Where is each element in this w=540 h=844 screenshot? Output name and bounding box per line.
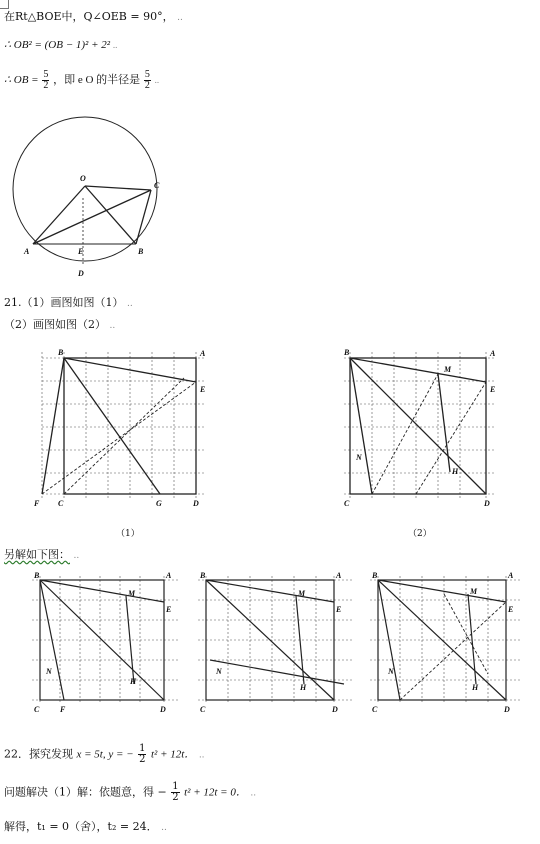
q21-line <box>4 296 133 311</box>
alt-figure-1 <box>30 571 180 714</box>
label-N: N <box>356 453 362 462</box>
label-E: E <box>490 385 496 394</box>
para-mark: .. <box>161 823 167 833</box>
para-mark: .. <box>177 13 183 23</box>
solution-line-3 <box>4 70 159 91</box>
label-A: A <box>336 571 342 580</box>
label-F: F <box>34 499 40 508</box>
label-H: H <box>130 677 137 686</box>
q22-text-d: 问题解决（1）解：依题意，得 − <box>4 785 167 799</box>
para-mark: .. <box>109 321 116 331</box>
label-B: B <box>200 571 206 580</box>
label-C: C <box>154 181 160 190</box>
frac-num: 5 <box>43 69 49 80</box>
label-C: C <box>344 499 350 508</box>
label-H: H <box>452 467 459 476</box>
label-D: D <box>160 705 166 714</box>
para-mark: .. <box>112 40 118 50</box>
para-mark: .. <box>127 299 133 309</box>
label-E: E <box>200 385 206 394</box>
frac-den: 2 <box>139 754 146 765</box>
q22-solution-line <box>4 782 256 803</box>
label-A: A <box>490 349 496 358</box>
line3-text-b: ，即 e O 的半径是 <box>53 74 141 87</box>
label-B: B <box>344 348 350 357</box>
frac-den: 2 <box>144 80 150 91</box>
q22-text-f: 解得，t₁ = 0（舍），t₂ = 24． <box>4 820 158 833</box>
label-G: G <box>156 499 162 508</box>
line2-text: ∴ OB² = (OB − 1)² + 2² <box>4 39 111 51</box>
label-C: C <box>372 705 378 714</box>
q22-text-b: x = 5t, y = − <box>76 748 134 761</box>
alt-text: 另解如下图： <box>4 548 70 561</box>
label-C: C <box>200 705 206 714</box>
label-H: H <box>472 683 479 692</box>
fraction-1-2-b <box>171 782 179 803</box>
solution-line-2 <box>4 38 117 52</box>
frac-den: 2 <box>172 792 179 803</box>
circle-figure <box>0 118 180 278</box>
label-M: M <box>128 589 136 598</box>
label-B: B <box>372 571 378 580</box>
label-N: N <box>388 667 394 676</box>
page-corner-mark <box>0 0 9 9</box>
q21-text: 21.（1）画图如图（1） <box>4 296 124 309</box>
label-D: D <box>504 705 510 714</box>
para-mark: .. <box>198 750 205 761</box>
label-B: B <box>34 571 40 580</box>
q21b-text: （2）画图如图（2） <box>4 318 106 331</box>
label-O: O <box>80 174 86 183</box>
grid-figure-2 <box>340 348 520 508</box>
fraction-5-2 <box>42 70 49 91</box>
label-H: H <box>300 683 307 692</box>
alt-figure-2 <box>196 571 356 714</box>
label-D: D <box>193 499 199 508</box>
alt-figure-3 <box>368 571 528 714</box>
fraction-5-2-b <box>144 70 151 91</box>
q22-result-line <box>4 820 167 835</box>
label-N: N <box>46 667 52 676</box>
label-C: C <box>34 705 40 714</box>
label-D: D <box>484 499 490 508</box>
line3-text-a: ∴ OB = <box>4 74 39 87</box>
fraction-1-2 <box>138 744 146 765</box>
label-M: M <box>470 587 478 596</box>
label-A: A <box>24 247 30 256</box>
caption-2: （2） <box>408 529 432 539</box>
q22-text-c: t² + 12t． <box>150 748 196 761</box>
label-F: F <box>60 705 66 714</box>
q22-text-e: t² + 12t = 0． <box>184 786 247 799</box>
label-A: A <box>200 349 206 358</box>
label-M: M <box>298 589 306 598</box>
para-mark: .. <box>73 551 80 561</box>
line1-text: 在Rt△BOE中，Q∠OEB = 90°， <box>4 10 174 23</box>
label-A: A <box>166 571 172 580</box>
label-E: E <box>336 605 342 614</box>
grid-figure-1 <box>36 348 216 508</box>
label-D: D <box>78 269 84 278</box>
frac-den: 2 <box>43 80 49 91</box>
label-E: E <box>78 247 84 256</box>
label-B: B <box>138 247 144 256</box>
caption-1: （1） <box>116 529 140 539</box>
label-E: E <box>166 605 172 614</box>
frac-num: 1 <box>139 743 146 754</box>
para-mark: .. <box>154 75 160 86</box>
label-D: D <box>332 705 338 714</box>
solution-line-1 <box>4 10 183 25</box>
q22-text-a: 22．探究发现 <box>4 747 73 761</box>
label-N: N <box>216 667 222 676</box>
frac-num: 1 <box>172 781 179 792</box>
para-mark: .. <box>250 788 257 799</box>
label-A: A <box>508 571 514 580</box>
label-M: M <box>444 365 452 374</box>
alt-solution-line <box>4 548 79 563</box>
q21b-line <box>4 318 115 333</box>
frac-num: 5 <box>144 69 150 80</box>
label-B: B <box>58 348 64 357</box>
label-C: C <box>58 499 64 508</box>
label-E: E <box>508 605 514 614</box>
q22-line <box>4 744 205 765</box>
